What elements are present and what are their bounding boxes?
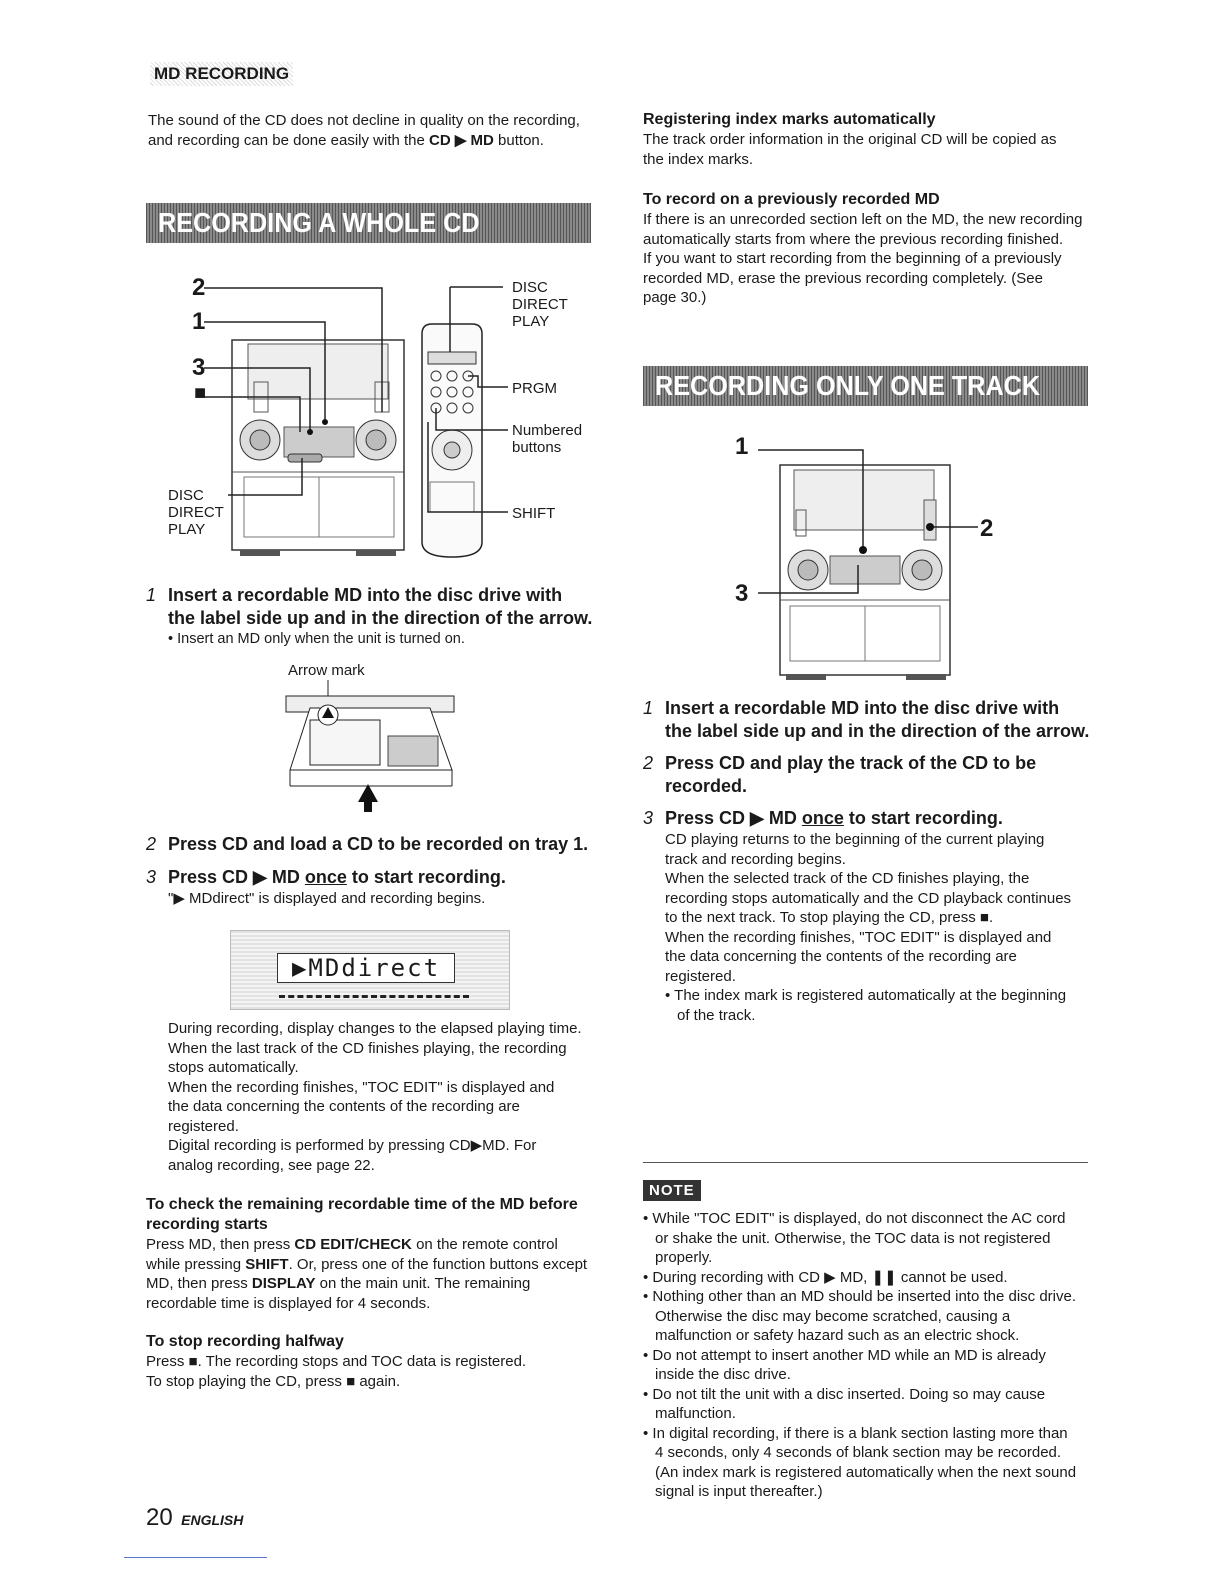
banner-recording-one-track: RECORDING ONLY ONE TRACK <box>643 366 1088 406</box>
check-remaining-section: To check the remaining recordable time of the MD before recording starts Press MD, then press CD EDIT/CHECK on the remote control while pressing SHIFT. Or, press one of the function buttons except MD, then press DISPLAY on the main unit. The remaining recordable time is displayed for 4 seconds. <box>146 1196 588 1312</box>
display-segment-bar <box>279 995 469 998</box>
note-item: • During recording with CD ▶ MD, ❚❚ cannot be used. <box>643 1268 1093 1288</box>
label-disc-direct-play-left: DISC DIRECT PLAY <box>168 487 224 538</box>
label-shift: SHIFT <box>512 505 556 522</box>
left-step-1: 1 Insert a recordable MD into the disc drive with the label side up and in the direction of the arrow. • Insert an MD only when the unit is turned on. <box>146 584 606 650</box>
note-title: NOTE <box>643 1180 701 1201</box>
callout-2-right: 2 <box>980 515 994 542</box>
callout-1-right: 1 <box>735 433 749 460</box>
note-item: • Do not attempt to insert another MD while an MD is already inside the disc drive. <box>643 1346 1093 1385</box>
left-step-3: 3 Press CD ▶ MD once to start recording. "▶ MDdirect" is displayed and recording begins. <box>146 867 506 907</box>
previously-recorded-section: To record on a previously recorded MD If there is an unrecorded section left on the MD, the new recording automatically starts from where the previous recording finished. If you want to start recording from the beginning of a previously recorded MD, erase the previous recording completely. (See page 30.) <box>643 191 1083 306</box>
section-title: MD RECORDING <box>150 62 293 86</box>
md-disc-illustration <box>280 680 460 820</box>
callout-3: 3 <box>192 354 206 381</box>
note-item: • While "TOC EDIT" is displayed, do not disconnect the AC cord or shake the unit. Otherwise, the TOC data is not registered properly. <box>643 1209 1093 1268</box>
intro-line-2: and recording can be done easily with the CD ▶ MD button. <box>148 131 544 149</box>
label-numbered-buttons: Numbered buttons <box>512 422 583 456</box>
intro-line-1: The sound of the CD does not decline in quality on the recording, <box>148 112 580 129</box>
note-section <box>643 1180 1093 1502</box>
stereo-illustration-2 <box>730 430 1010 680</box>
label-disc-direct-play-top: DISC DIRECT PLAY <box>512 279 568 330</box>
banner-recording-whole-cd: RECORDING A WHOLE CD <box>146 203 591 243</box>
callout-2: 2 <box>192 274 206 301</box>
display-text: ▶MDdirect <box>277 953 455 983</box>
callout-stop: ■ <box>194 382 207 404</box>
left-step-2: 2 Press CD and load a CD to be recorded on tray 1. <box>146 834 589 854</box>
page-number: 20 <box>146 1504 173 1531</box>
left-after-text: During recording, display changes to the elapsed playing time. When the last track of the CD finishes playing, the recording stops automatically. When the recording finishes, "TOC EDIT" is displayed and the data concerning the contents of the recording are registered. Digital recording is performed by pressing CD▶MD. For analog recording, see page 22. <box>168 1020 582 1174</box>
stop-halfway-section: To stop recording halfway Press ■. The recording stops and TOC data is registered. To stop playing the CD, press ■ again. <box>146 1333 527 1390</box>
page-footer <box>146 1504 243 1532</box>
stereo-one-track-diagram <box>730 430 1010 680</box>
note-item: • In digital recording, if there is a blank section lasting more than 4 seconds, only 4 seconds of blank section may be recorded. (An index mark is registered automatically when the next sound signal is input thereafter.) <box>643 1424 1093 1502</box>
label-prgm: PRGM <box>512 380 557 397</box>
step-number: 1 <box>146 585 157 605</box>
arrow-mark-label: Arrow mark <box>288 662 365 679</box>
footer-rule <box>124 1557 267 1558</box>
right-step-1: 1 Insert a recordable MD into the disc drive with the label side up and in the direction of the arrow. <box>643 698 1090 741</box>
registering-index-section: Registering index marks automatically The track order information in the original CD will be copied as the index marks. <box>643 111 1057 168</box>
page-language: ENGLISH <box>181 1512 244 1528</box>
md-insert-diagram <box>280 680 460 820</box>
note-item: • Nothing other than an MD should be inserted into the disc drive. Otherwise the disc may become scratched, causing a malfunction or safety hazard such as an electric shock. <box>643 1287 1093 1346</box>
note-item: • Do not tilt the unit with a disc inserted. Doing so may cause malfunction. <box>643 1385 1093 1424</box>
step-1-bullet: • Insert an MD only when the unit is turned on. <box>146 630 606 650</box>
stereo-remote-diagram <box>160 272 600 572</box>
right-step-2: 2 Press CD and play the track of the CD to be recorded. <box>643 753 1037 796</box>
callout-1: 1 <box>192 308 206 335</box>
callout-3-right: 3 <box>735 580 749 607</box>
right-step-3: 3 Press CD ▶ MD once to start recording. CD playing returns to the beginning of the current playing track and recording begins. When the selected track of the CD finishes playing, the recording stops automatically and the CD playback continues to the next track. To stop playing the CD, press ■. When the recording finishes, "TOC EDIT" is displayed and the data concerning the contents of the recording are registered. • The index mark is registered automatically at the beginning of the track. <box>643 807 1093 1025</box>
note-divider <box>643 1162 1088 1163</box>
md-display-panel <box>230 930 510 1010</box>
intro-text <box>148 111 608 150</box>
